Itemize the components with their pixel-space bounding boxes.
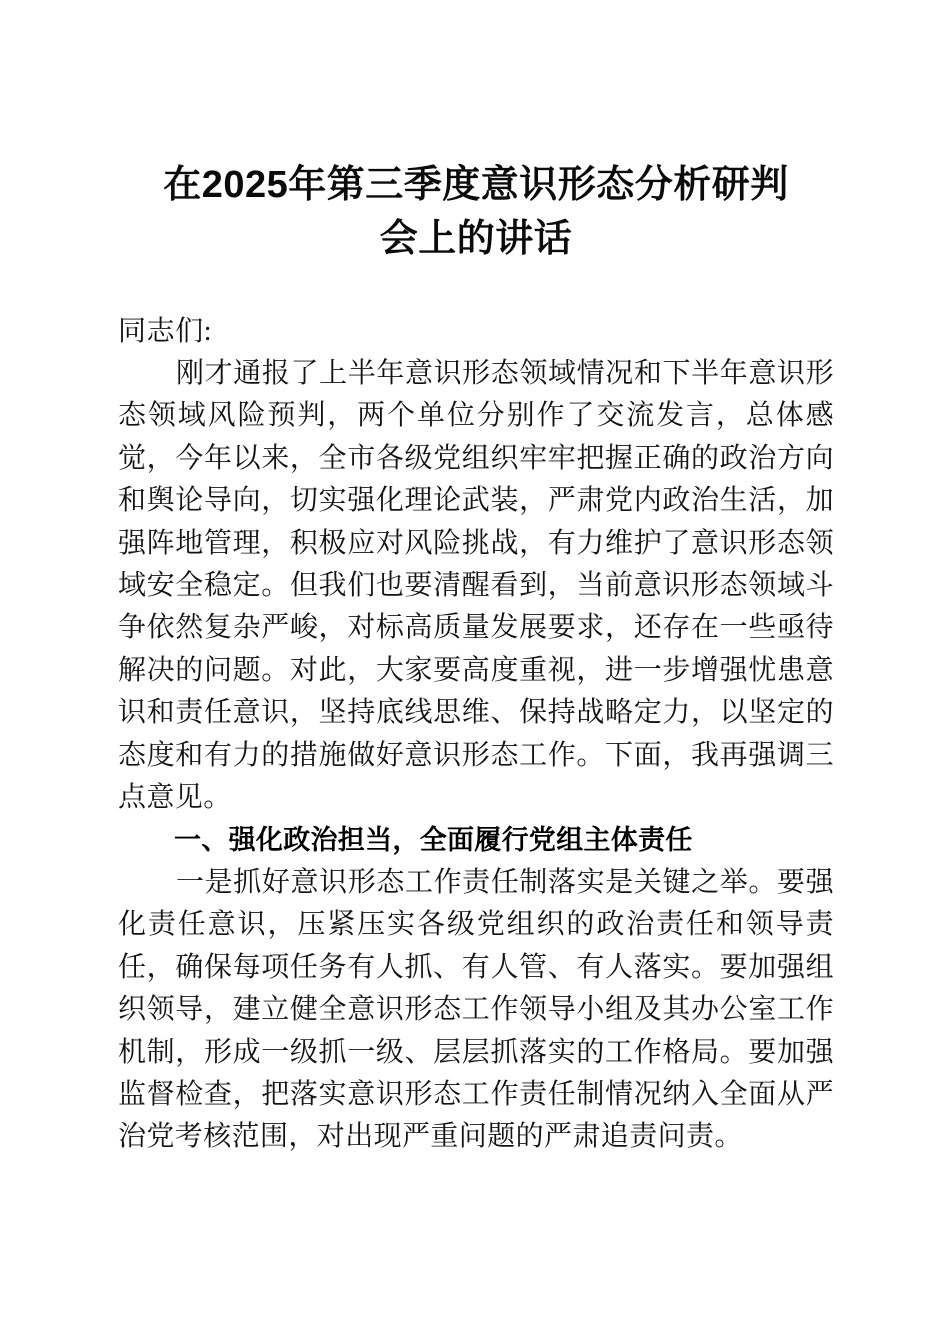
section-heading-1: 一、强化政治担当，全面履行党组主体责任	[174, 825, 693, 856]
document-title	[118, 0, 834, 266]
section-1-paragraph-1: 一是抓好意识形态工作责任制落实是关键之举。要强化责任意识，压紧压实各级党组织的政治责任和领导责任，确保每项任务有人抓、有人管、有人落实。要加强组织领导，建立健全意识形态工作领导小组及其办公室工作机制，形成一级抓一级、层层抓落实的工作格局。要加强监督检查，把落实意识形态工作责任制情况纳入全面从严治党考核范围，对出现严重问题的严肃追责问责。	[118, 866, 834, 1153]
document-title-line-2: 会上的讲话	[379, 218, 573, 260]
document-title-line-1: 在2025年第三季度意识形态分析研判	[163, 164, 789, 206]
salutation: 同志们:	[118, 316, 213, 347]
document-content	[118, 0, 834, 1159]
opening-paragraph: 刚才通报了上半年意识形态领域情况和下半年意识形态领域风险预判，两个单位分别作了交流发言，总体感觉，今年以来，全市各级党组织牢牢把握正确的政治方向和舆论导向，切实强化理论武装，严肃党内政治生活，加强阵地管理，积极应对风险挑战，有力维护了意识形态领域安全稳定。但我们也要清醒看到，当前意识形态领域斗争依然复杂严峻，对标高质量发展要求，还存在一些亟待解决的问题。对此，大家要高度重视，进一步增强忧患意识和责任意识，坚持底线思维、保持战略定力，以坚定的态度和有力的措施做好意识形态工作。下面，我再强调三点意见。	[118, 358, 834, 814]
